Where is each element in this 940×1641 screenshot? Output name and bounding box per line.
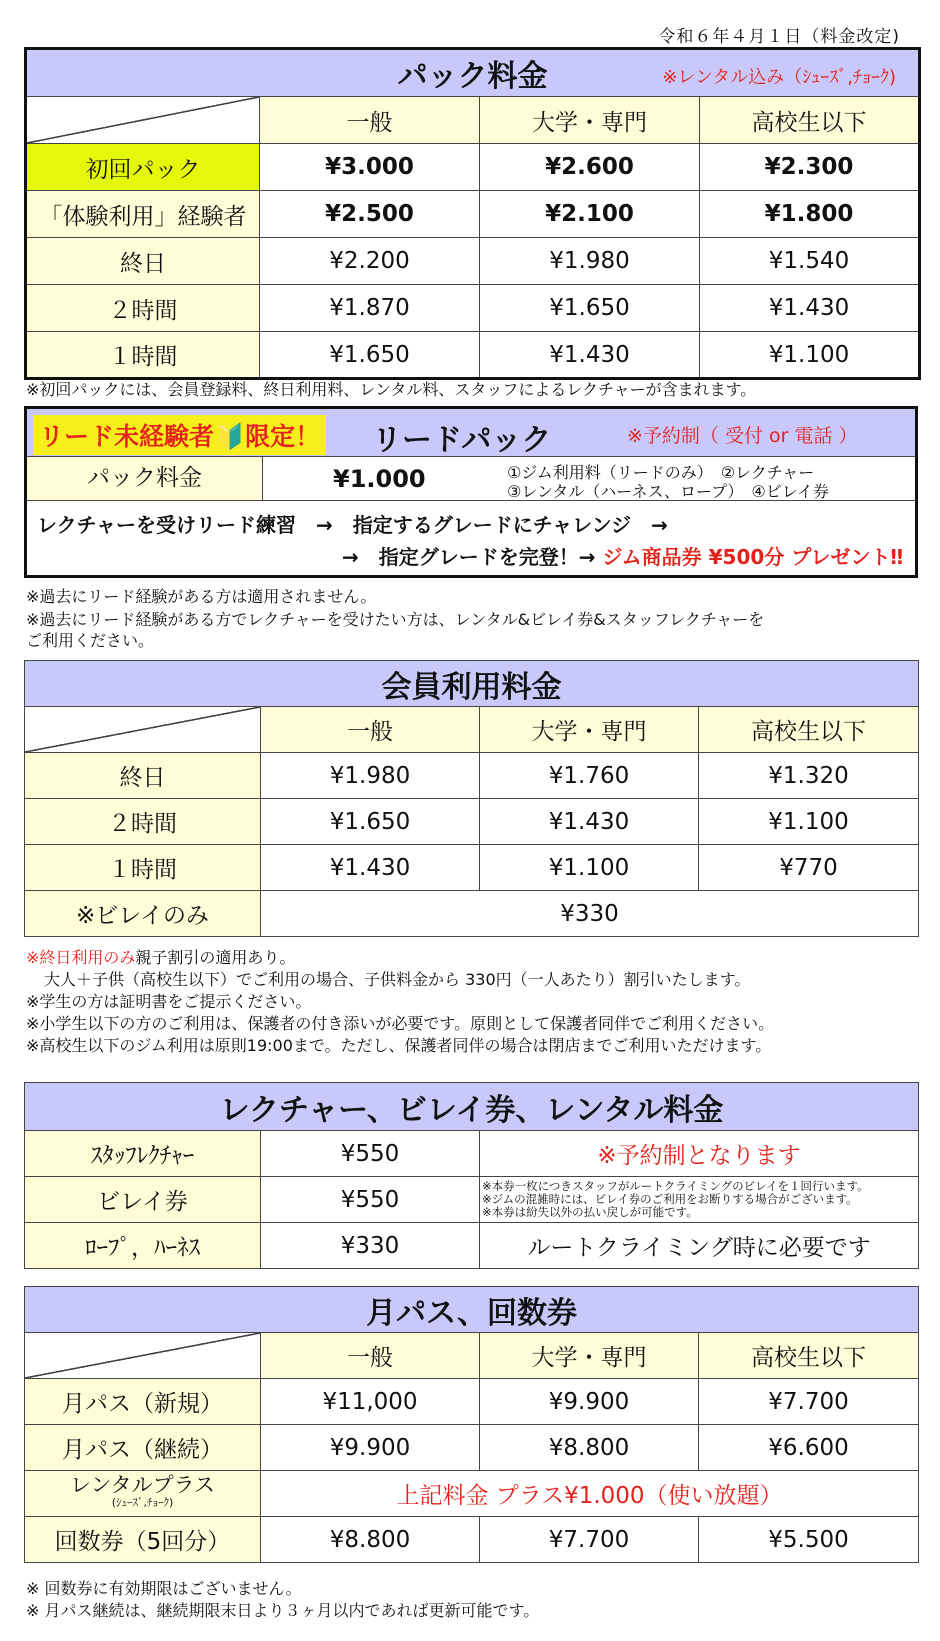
col-university: 大学・専門 [480, 97, 700, 144]
price-cell: ¥2.500 [260, 191, 480, 238]
lead-title-bar [27, 409, 915, 457]
price-cell: ¥1.760 [480, 753, 699, 799]
lead-flow-line [342, 541, 903, 570]
price-cell: ¥1.430 [700, 285, 920, 332]
pack-subtitle: ※レンタル込み（ｼｭｰｽﾞ,ﾁｮｰｸ) [662, 67, 896, 88]
price-cell: ¥1.650 [480, 285, 700, 332]
price-cell: ¥2.200 [260, 238, 480, 285]
belay-note-line: ※本券一枚につきスタッフがルートクライミングのビレイを１回行います。 [482, 1179, 869, 1193]
price-cell: ¥330 [261, 891, 919, 937]
member-note [26, 947, 295, 968]
row-label: 回数券（5回分） [25, 1517, 261, 1563]
belay-note-line: ※本券は紛失以外の払い戻しが可能です。 [482, 1205, 698, 1219]
belay-note-line: ※ジムの混雑時には、ビレイ券のご利用をお断りする場合がございます。 [482, 1192, 858, 1206]
price-cell: ¥2.300 [700, 144, 920, 191]
lead-note: ご利用ください。 [26, 631, 155, 650]
corner-cell [25, 1333, 261, 1379]
price-cell: ¥5.500 [699, 1517, 919, 1563]
row-label: ２時間 [25, 799, 261, 845]
revision-date: 令和６年４月１日（料金改定) [658, 27, 900, 47]
col-general: 一般 [260, 97, 480, 144]
col-highschool: 高校生以下 [699, 1333, 919, 1379]
row-label: 終日 [25, 753, 261, 799]
price-cell: ¥2.600 [480, 144, 700, 191]
price-cell: ¥1.650 [260, 332, 480, 379]
lead-includes: ③レンタル（ハーネス、ロープ） ④ビレイ券 [507, 482, 829, 501]
row-label: ２時間 [26, 285, 260, 332]
price-cell: ¥1.320 [699, 753, 919, 799]
price-cell: ¥8.800 [261, 1517, 480, 1563]
pack-note: ※初回パックには、会員登録料、終日利用料、レンタル料、スタッフによるレクチャーが含まれます。 [26, 380, 757, 399]
lead-includes: ①ジム利用料（リードのみ） ②レクチャー [507, 463, 815, 482]
lead-flow [27, 501, 915, 575]
monthly-note: ※ 月パス継続は、継続期限末日より３ヶ月以内であれば更新可能です。 [26, 1601, 540, 1620]
lead-flow-text: → 指定グレードを完登！→ [341, 545, 596, 569]
lead-price-row [27, 457, 915, 501]
price-cell: ¥1.100 [480, 845, 699, 891]
price-cell: ¥1.430 [480, 332, 700, 379]
monthly-pass-table [24, 1286, 919, 1563]
lead-reservation: ※予約制（ 受付 or 電話 ） [627, 425, 858, 447]
lead-note: ※過去にリード経験がある方でレクチャーを受けたい方は、レンタル&ビレイ券&スタッフレクチャーを [26, 610, 765, 629]
lead-price: ¥1.000 [333, 465, 426, 493]
corner-cell [25, 707, 261, 753]
row-label: １時間 [25, 845, 261, 891]
lecture-price-table [24, 1082, 919, 1269]
price-cell: ¥550 [261, 1177, 480, 1223]
price-cell: ¥2.100 [480, 191, 700, 238]
monthly-note: ※ 回数券に有効期限はございません。 [26, 1579, 302, 1598]
row-label: 初回パック [26, 144, 260, 191]
rental-plus-label: レンタルプラス [69, 1472, 215, 1497]
pack-title-cell [26, 49, 920, 97]
pack-price-table [24, 47, 921, 380]
rental-plus-sub: (ｼｭｰｽﾞ,ﾁｮｰｸ) [111, 1495, 174, 1509]
price-cell: ¥1.100 [700, 332, 920, 379]
member-note: ※小学生以下の方のご利用は、保護者の付き添いが必要です。原則として保護者同伴でご利用ください。 [26, 1014, 775, 1033]
price-cell: ¥1.980 [261, 753, 480, 799]
price-cell: ¥1.800 [700, 191, 920, 238]
rental-plus-label-cell [25, 1471, 261, 1517]
lead-note: ※過去にリード経験がある方は適用されません。 [26, 587, 377, 606]
member-note-red: ※終日利用のみ [26, 948, 136, 967]
price-cell: ¥9.900 [261, 1425, 480, 1471]
member-note-text: 親子割引の適用あり。 [135, 948, 296, 967]
row-label: ビレイ券 [25, 1177, 261, 1223]
pack-title: パック料金 [397, 59, 548, 94]
col-general: 一般 [261, 707, 480, 753]
belay-ticket-notes [480, 1177, 919, 1223]
member-title: 会員利用料金 [25, 661, 919, 707]
row-label: 「体験利用」経験者 [26, 191, 260, 238]
price-cell: ¥7.700 [699, 1379, 919, 1425]
lead-badge: リード未経験者🔰限定！ [33, 415, 326, 455]
price-cell: ¥8.800 [480, 1425, 699, 1471]
row-label: １時間 [26, 332, 260, 379]
lead-title: リードパック [372, 423, 552, 458]
col-university: 大学・専門 [480, 1333, 699, 1379]
price-cell: ¥1.540 [700, 238, 920, 285]
price-cell: ¥1.430 [480, 799, 699, 845]
price-cell: ¥6.600 [699, 1425, 919, 1471]
price-cell: ¥7.700 [480, 1517, 699, 1563]
lead-flow-line: レクチャーを受けリード練習 → 指定するグレードにチャレンジ → [37, 513, 668, 537]
row-label: 月パス（新規） [25, 1379, 261, 1425]
member-price-table [24, 660, 919, 937]
member-note: ※学生の方は証明書をご提示ください。 [26, 992, 312, 1011]
lecture-note: ルートクライミング時に必要です [480, 1223, 919, 1269]
price-cell: ¥1.100 [699, 799, 919, 845]
lecture-note: ※予約制となります [480, 1131, 919, 1177]
price-cell: ¥1.870 [260, 285, 480, 332]
member-note: ※高校生以下のジム利用は原則19:00まで。ただし、保護者同伴の場合は閉店までご利用いただけます。 [26, 1036, 772, 1055]
lead-label: パック料金 [27, 457, 263, 500]
row-label: 終日 [26, 238, 260, 285]
monthly-title: 月パス、回数券 [25, 1287, 919, 1333]
price-cell: ¥3.000 [260, 144, 480, 191]
price-cell: ¥11,000 [261, 1379, 480, 1425]
price-cell: ¥550 [261, 1131, 480, 1177]
col-highschool: 高校生以下 [700, 97, 920, 144]
price-cell: ¥770 [699, 845, 919, 891]
price-cell: ¥330 [261, 1223, 480, 1269]
lecture-title: レクチャー、ビレイ券、レンタル料金 [25, 1083, 919, 1131]
rental-plus-value: 上記料金 プラス¥1.000（使い放題） [261, 1471, 919, 1517]
row-label: ﾛｰﾌﾟ，ﾊｰﾈｽ [25, 1223, 261, 1269]
price-cell: ¥1.980 [480, 238, 700, 285]
col-university: 大学・専門 [480, 707, 699, 753]
price-cell: ¥1.650 [261, 799, 480, 845]
row-label: ※ビレイのみ [25, 891, 261, 937]
price-cell: ¥1.430 [261, 845, 480, 891]
lead-pack-box [24, 406, 918, 578]
row-label: ｽﾀｯﾌﾚｸﾁｬｰ [25, 1131, 261, 1177]
lead-flow-present: ジム商品券 ¥500分 プレゼント‼ [602, 545, 903, 569]
price-cell: ¥9.900 [480, 1379, 699, 1425]
col-general: 一般 [261, 1333, 480, 1379]
row-label: 月パス（継続） [25, 1425, 261, 1471]
col-highschool: 高校生以下 [699, 707, 919, 753]
member-note: 大人＋子供（高校生以下）でご利用の場合、子供料金から 330円（一人あたり）割引いたします。 [44, 970, 751, 989]
corner-cell [26, 97, 260, 144]
